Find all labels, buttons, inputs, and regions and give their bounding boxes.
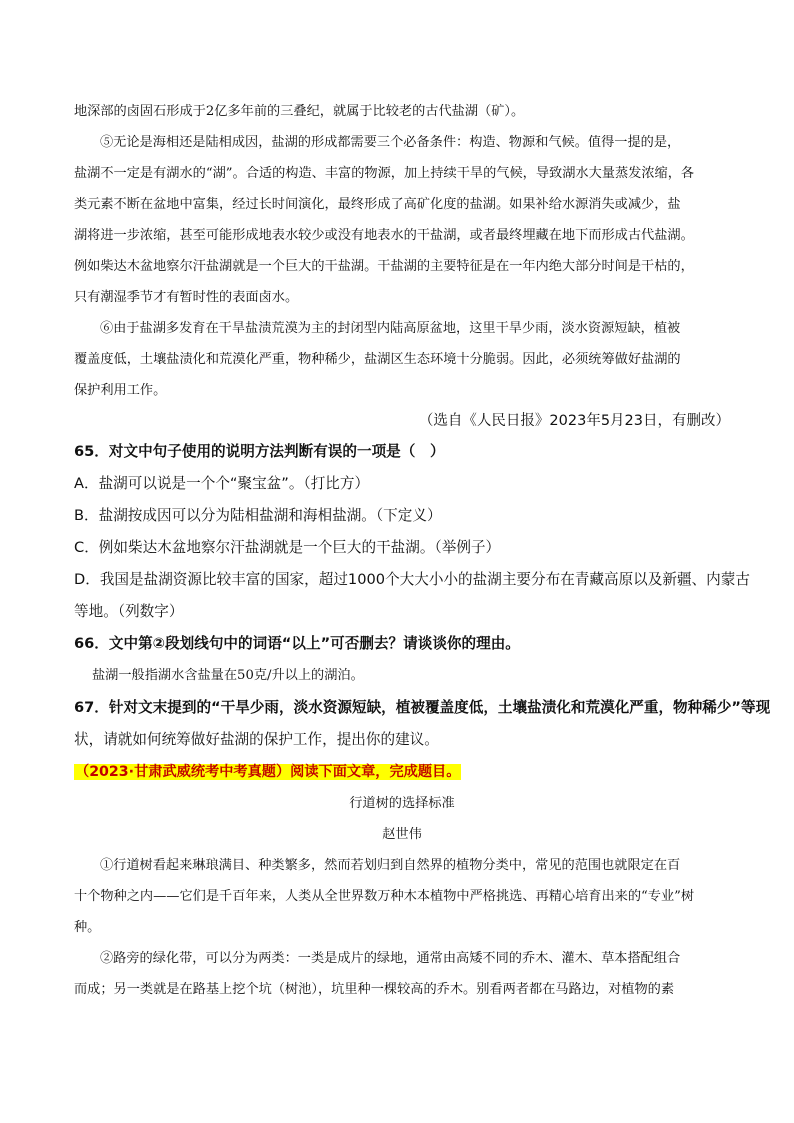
question-65-option-b: B．盐湖按成因可以分为陆相盐湖和海相盐湖。（下定义） [74, 507, 442, 524]
article-line: 种。 [74, 920, 101, 935]
question-66-stem: 66．文中第②段划线句中的词语“以上”可否删去？请谈谈你的理由。 [74, 635, 520, 652]
section-heading: （2023·甘肃武威统考中考真题）阅读下面文章，完成题目。 [75, 764, 461, 780]
passage-line: 盐湖不一定是有湖水的“湖”。合适的构造、丰富的物源，加上持续干旱的气候，导致湖水大量蒸发浓缩，各 [74, 166, 695, 181]
article-title: 行道树的选择标准 [349, 796, 455, 811]
passage-line: 地深部的卤固石形成于2亿多年前的三叠纪，就属于比较老的古代盐湖（矿）。 [74, 104, 525, 119]
question-67-stem-cont: 状，请就如何统筹做好盐湖的保护工作，提出你的建议。 [74, 731, 439, 748]
passage-line: ⑥由于盐湖多发育在干旱盐渍荒漠为主的封闭型内陆高原盆地，这里干旱少雨，淡水资源短缺，植被 [100, 321, 681, 336]
question-65-option-a: A．盐湖可以说是一个个“聚宝盆”。（打比方） [74, 475, 370, 492]
article-line: 十个物种之内——它们是千百年来，人类从全世界数万种木本植物中严格挑选、再精心培育出来的“专业”树 [74, 889, 695, 904]
question-65-option-c: C．例如柴达木盆地察尔汗盐湖就是一个巨大的干盐湖。（举例子） [74, 539, 501, 556]
passage-source: （选自《人民日报》2023年5月23日，有删改） [418, 413, 730, 429]
passage-line: 保护利用工作。 [74, 383, 167, 398]
section-2 [74, 756, 730, 1005]
questions-block [74, 436, 771, 756]
passage-line: ⑤无论是海相还是陆相成因，盐湖的形成都需要三个必备条件：构造、物源和气候。值得一提的是， [100, 135, 681, 150]
article-author: 赵世伟 [382, 827, 422, 842]
passage-line: 覆盖度低，土壤盐渍化和荒漠化严重，物种稀少，盐湖区生态环境十分脆弱。因此，必须统筹做好盐湖的 [74, 352, 681, 367]
passage-line: 类元素不断在盆地中富集，经过长时间演化，最终形成了高矿化度的盐湖。如果补给水源消失或减少，盐 [74, 197, 681, 212]
article-line: ①行道树看起来琳琅满目、种类繁多，然而若划归到自然界的植物分类中，常见的范围也就限定在百 [100, 858, 681, 873]
document-page [74, 96, 771, 1005]
passage-line: 湖将进一步浓缩，甚至可能形成地表水较少或没有地表水的干盐湖，或者最终埋藏在地下而形成古代盐湖。 [74, 228, 694, 243]
question-65-option-d: D．我国是盐湖资源比较丰富的国家，超过1000个大大小小的盐湖主要分布在青藏高原以及新疆、内蒙古 [74, 571, 750, 588]
article-line: ②路旁的绿化带，可以分为两类：一类是成片的绿地，通常由高矮不同的乔木、灌木、草本搭配组合 [100, 951, 681, 966]
question-65-option-d-cont: 等地。（列数字） [74, 603, 184, 620]
passage-line: 例如柴达木盆地察尔汗盐湖就是一个巨大的干盐湖。干盐湖的主要特征是在一年内绝大部分时间是干枯的， [74, 259, 694, 274]
passage-part-1 [74, 96, 730, 436]
article-line: 而成；另一类就是在路基上挖个坑（树池），坑里种一棵较高的乔木。别看两者都在马路边，对植物的素 [74, 982, 675, 997]
question-66-quote: 盐湖一般指湖水含盐量在50克/升以上的湖泊。 [92, 668, 364, 683]
question-67-stem: 67．针对文末提到的“干旱少雨，淡水资源短缺，植被覆盖度低，土壤盐渍化和荒漠化严重，物种稀少”等现 [74, 699, 771, 716]
question-65-stem: 65．对文中句子使用的说明方法判断有误的一项是（ ） [74, 443, 445, 460]
passage-line: 只有潮湿季节才有暂时性的表面卤水。 [74, 290, 299, 305]
